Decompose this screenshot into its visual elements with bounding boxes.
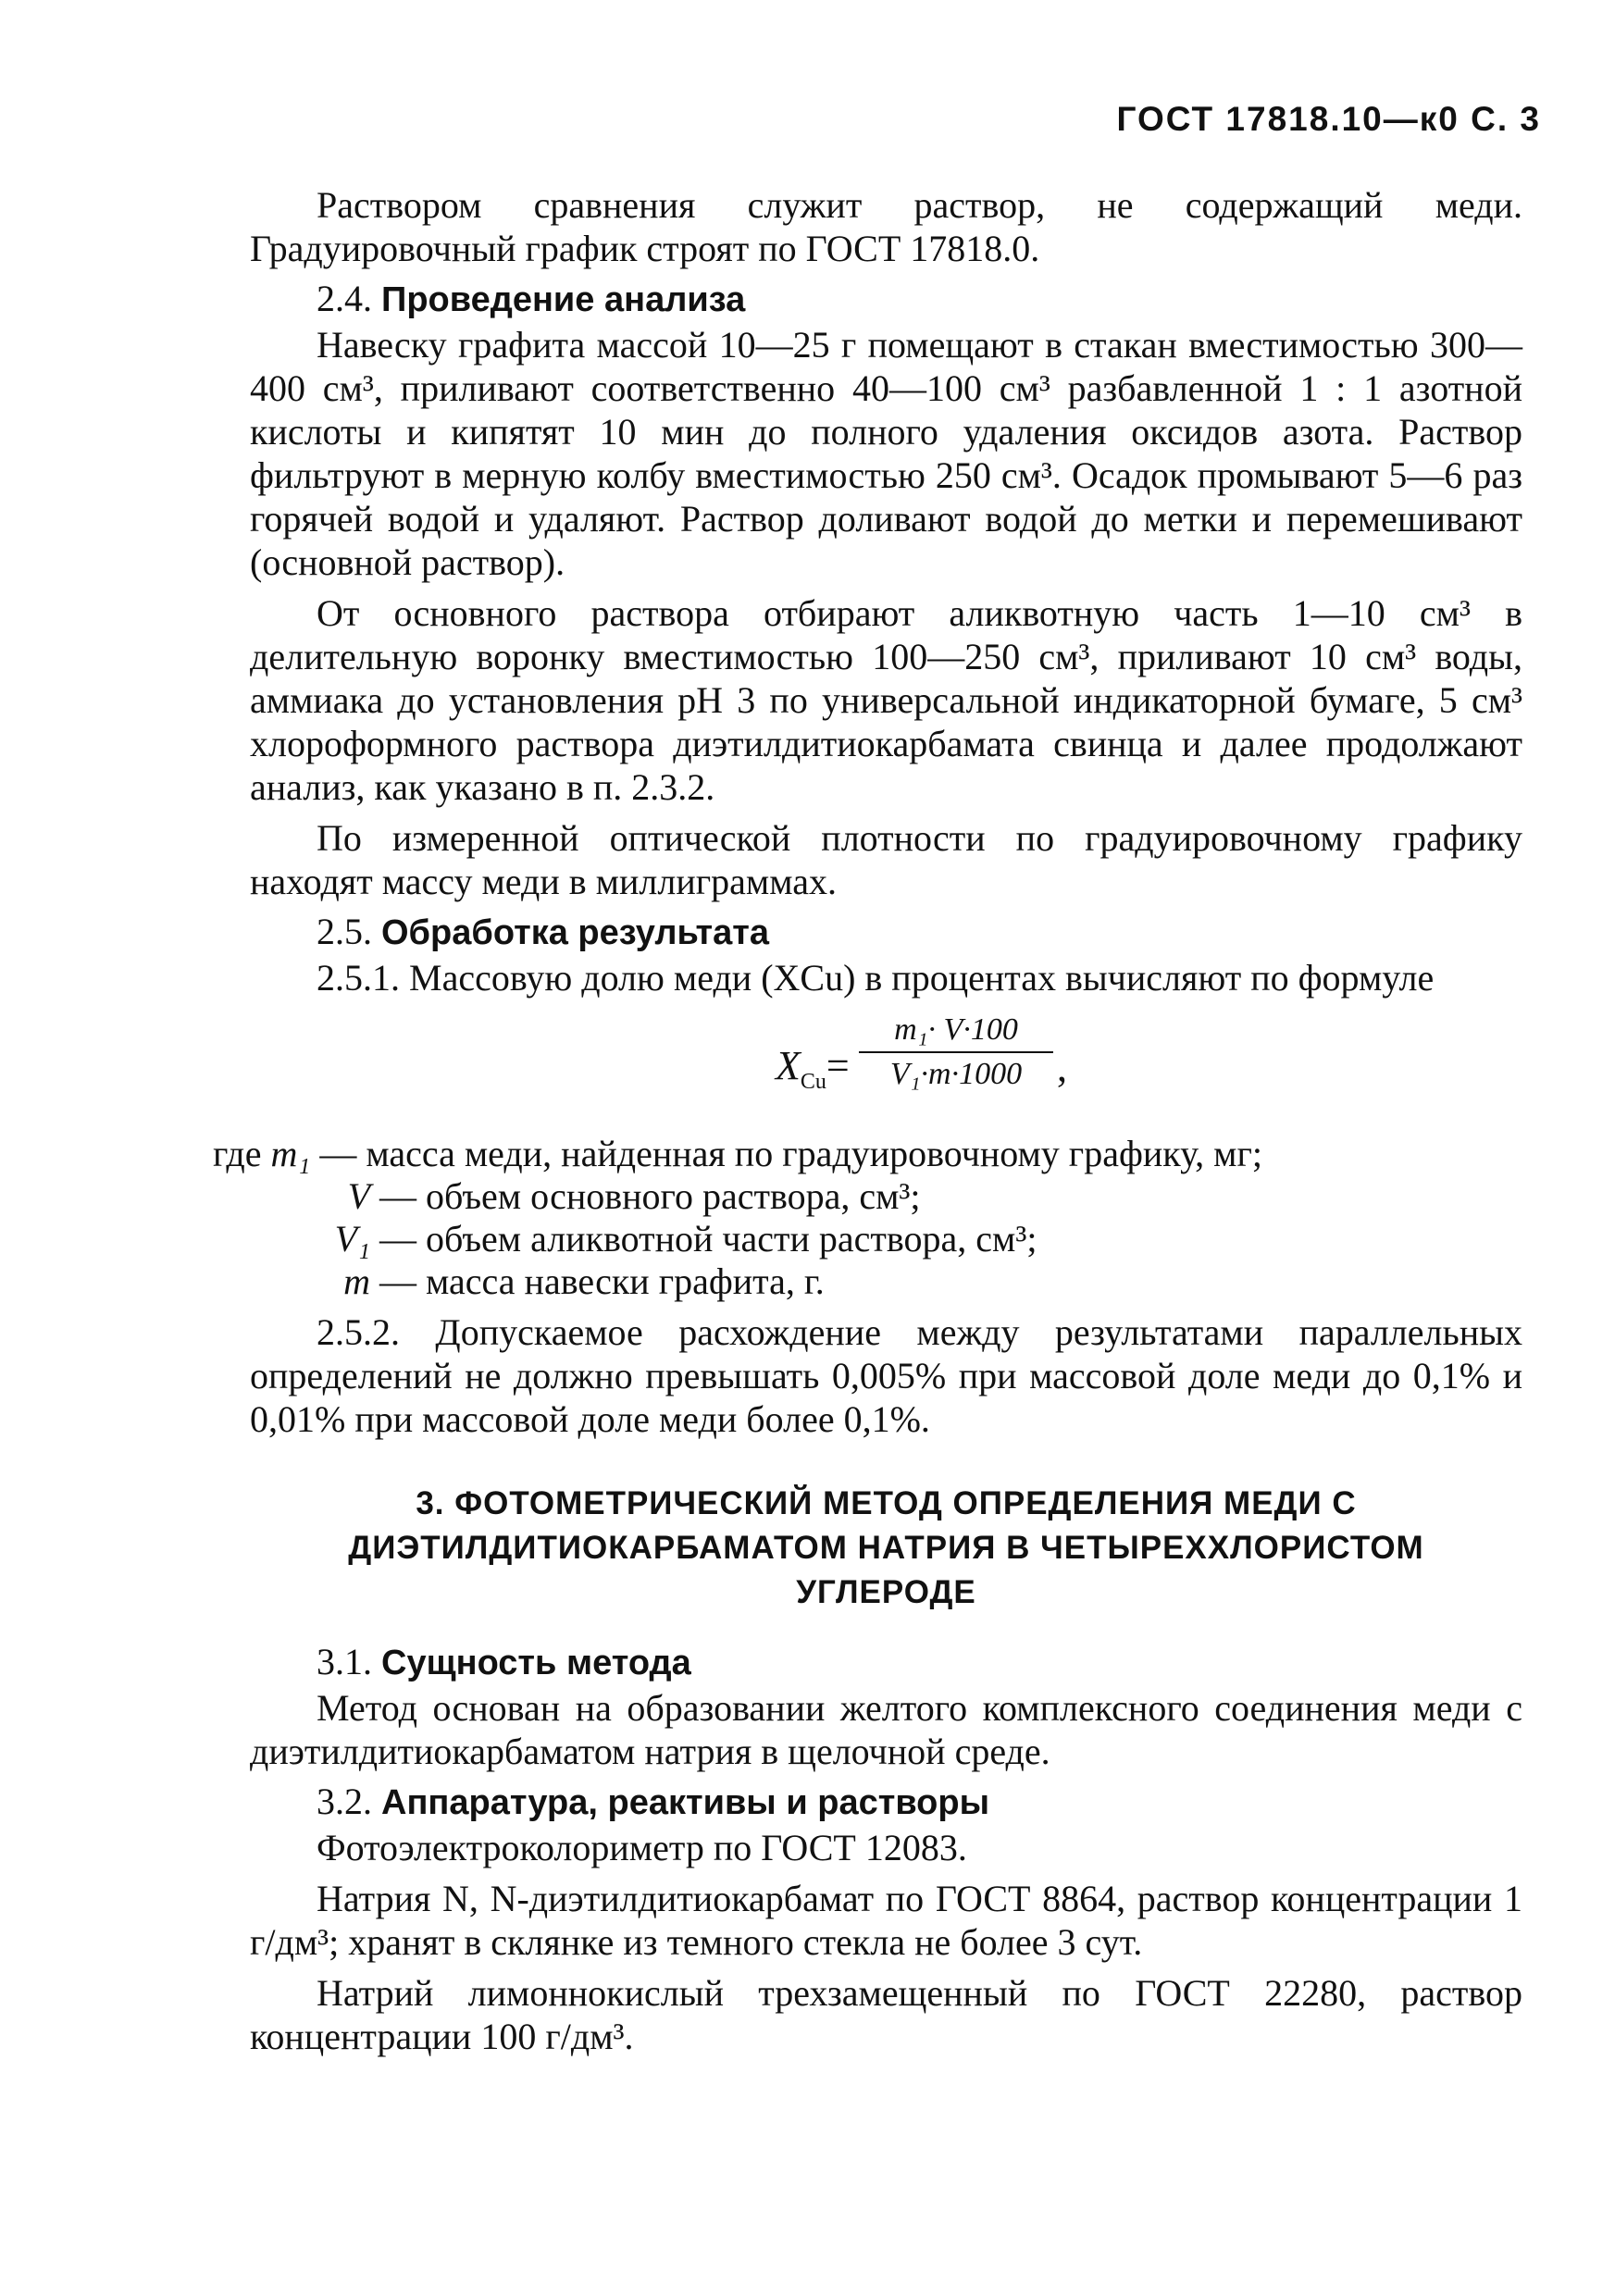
paragraph-method-principle: Метод основан на образовании желтого комплексного соединения меди с диэтилдитиокарбаматом натрия в щелочной среде. — [250, 1687, 1522, 1772]
section-3-title — [250, 1482, 1522, 1615]
heading-number: 3.2. — [317, 1781, 372, 1822]
heading-title: Аппаратура, реактивы и растворы — [381, 1783, 990, 1822]
legend-prefix: где — [213, 1133, 262, 1174]
heading-2-5 — [250, 909, 1522, 956]
formula-numerator: m₁· V·100 — [859, 1012, 1053, 1053]
copper-fraction-formula — [250, 1007, 1522, 1127]
paragraph-formula-intro: 2.5.1. Массовую долю меди (XCu) в процентах вычисляют по формуле — [317, 957, 1435, 999]
heading-title: Проведение анализа — [381, 280, 746, 319]
legend-symbol: V₁ — [334, 1218, 370, 1260]
paragraph-analysis-procedure: Навеску графита массой 10—25 г помещают в стакан вместимостью 300—400 см³, приливают соответственно 40—100 см³ разбавленной 1 : 1 азотной кислоты и кипятят 10 мин до полного удаления оксидов азота. Раствор фильтруют в мерную колбу вместимостью 250 см³. Осадок промывают 5—6 раз горячей водой и удаляют. Раствор доливают водой до метки и перемешивают (основной раствор). — [250, 324, 1522, 583]
paragraph-reference-solution: Раствором сравнения служит раствор, не содержащий меди. Градуировочный график строят по ГОСТ 17818.0. — [250, 184, 1522, 269]
section-title-line: УГЛЕРОДЕ — [796, 1574, 976, 1610]
legend-row — [213, 1218, 1522, 1260]
legend-text: — объем основного раствора, см³; — [379, 1175, 921, 1217]
legend-row — [213, 1175, 1522, 1218]
section-title-line: ДИЭТИЛДИТИОКАРБАМАТОМ НАТРИЯ В ЧЕТЫРЕХХЛОРИСТОМ — [348, 1530, 1424, 1566]
paragraph-sodium-citrate: Натрий лимоннокислый трехзамещенный по ГОСТ 22280, раствор концентрации 100 г/дм³. — [250, 1972, 1522, 2057]
legend-symbol: m₁ — [270, 1133, 311, 1174]
heading-number: 2.5. — [317, 911, 372, 952]
paragraph-diethyldithiocarbamate: Натрия N, N-диэтилдитиокарбамат по ГОСТ 8864, раствор концентрации 1 г/дм³; хранят в склянке из темного стекла не более 3 сут. — [250, 1878, 1522, 1963]
heading-title: Сущность метода — [381, 1644, 691, 1682]
formula-denominator: V₁·m·1000 — [889, 1057, 1023, 1091]
document-body — [213, 183, 1522, 2058]
heading-number: 3.1. — [317, 1641, 372, 1682]
legend-row — [213, 1260, 1522, 1303]
legend-text: — объем аликвотной части раствора, см³; — [379, 1218, 1037, 1260]
formula-comma: , — [1057, 1045, 1067, 1090]
formula-legend — [213, 1133, 1522, 1303]
formula-fraction — [859, 1012, 1053, 1092]
heading-number: 2.4. — [317, 278, 372, 319]
legend-symbol: V — [347, 1175, 370, 1217]
paragraph-tolerance: 2.5.2. Допускаемое расхождение между результатами параллельных определений не должно превышать 0,005% при массовой доле меди до 0,1% и 0,01% при массовой доле меди более 0,1%. — [250, 1311, 1522, 1440]
heading-2-4 — [250, 276, 1522, 323]
section-title-line: 3. ФОТОМЕТРИЧЕСКИЙ МЕТОД ОПРЕДЕЛЕНИЯ МЕДИ С — [416, 1485, 1357, 1521]
page-header: ГОСТ 17818.10—к0 С. 3 — [1116, 100, 1541, 138]
heading-title: Обработка результата — [381, 913, 770, 952]
legend-text: — масса навески графита, г. — [379, 1260, 825, 1302]
paragraph-optical-density: По измеренной оптической плотности по градуировочному графику находят массу меди в миллиграммах. — [250, 817, 1522, 902]
paragraph-photocolorimeter: Фотоэлектроколориметр по ГОСТ 12083. — [317, 1827, 967, 1868]
paragraph-aliquot: От основного раствора отбирают аликвотную часть 1—10 см³ в делительную воронку вместимостью 100—250 см³, приливают 10 см³ воды, аммиака до установления pH 3 по универсальной индикаторной бумаге, 5 см³ хлороформного раствора диэтилдитиокарбамата свинца и далее продолжают анализ, как указано в п. 2.3.2. — [250, 592, 1522, 808]
heading-3-2 — [250, 1779, 1522, 1826]
formula-lhs: $X_{Cu}=$ — [776, 1043, 850, 1094]
legend-text: — масса меди, найденная по градуировочному графику, мг; — [319, 1133, 1262, 1174]
heading-3-1 — [250, 1639, 1522, 1686]
legend-symbol: m — [343, 1260, 370, 1302]
legend-row — [213, 1133, 1522, 1175]
